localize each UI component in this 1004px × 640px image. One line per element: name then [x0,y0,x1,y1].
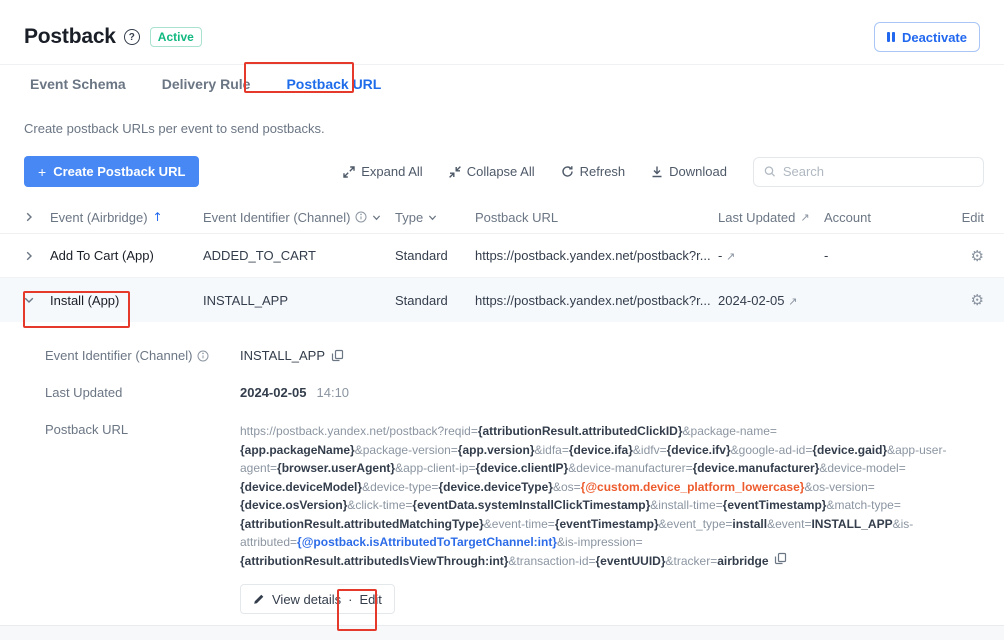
url-segment: &idfv= [632,442,667,457]
external-link-icon[interactable]: ↗ [725,250,736,263]
header-account: Account [824,209,871,225]
detail-url-row [45,422,980,570]
expand-icon [343,166,355,178]
copy-icon[interactable] [331,349,344,362]
expand-all-button[interactable]: Expand All [343,164,422,179]
header-edit: Edit [961,209,984,225]
url-segment: &app-client-ip= [395,461,476,475]
toolbar-right [343,157,984,187]
chevron-down-icon [372,213,381,222]
url-segment: {attributionResult.attributedClickID} [477,424,683,438]
url-segment: {eventData.systemInstallClickTimestamp} [412,498,651,512]
url-segment: &os-version= [804,479,875,494]
url-segment: airbridge [717,553,769,568]
search-input[interactable] [783,164,973,179]
detail-identifier-row [45,348,980,363]
cell-last-updated: 2024-02-05 ↗ [718,292,798,308]
url-line [240,533,980,552]
create-postback-url-button[interactable] [24,156,199,187]
download-icon [651,165,663,178]
deactivate-button[interactable] [874,22,980,52]
url-segment: {device.deviceType} [438,479,553,494]
sort-asc-icon: ↑ [152,210,163,224]
cell-account: - [824,248,829,263]
url-segment: &google-ad-id= [730,442,813,457]
url-segment: {device.ifv} [666,442,731,457]
refresh-icon [561,165,574,178]
cell-url: https://postback.yandex.net/postback?r... [475,292,711,308]
detail-last-updated-row [45,385,980,400]
chevron-right-icon[interactable] [24,212,50,222]
postback-url-text [240,422,980,570]
url-line [240,496,980,515]
detail-actions [45,584,980,614]
search-icon [764,165,776,178]
table-row-install_app[interactable] [0,278,1004,322]
tab-bar [0,65,1004,103]
url-segment: {browser.userAgent} [277,461,396,475]
url-segment: {@custom.device_platform_lowercase} [580,479,805,494]
url-segment: {device.gaid} [812,442,888,457]
chevron-down-icon [428,213,437,222]
url-segment: INSTALL_APP [811,516,893,531]
cell-last-updated: - ↗ [718,248,736,263]
cell-identifier: ADDED_TO_CART [203,248,316,263]
url-segment: {app.version} [457,442,535,457]
table-row-added_to_cart[interactable] [0,234,1004,278]
url-segment: attributed= [240,535,298,549]
url-segment: {@postback.isAttributedToTargetChannel:int} [297,535,557,549]
url-line [240,441,980,460]
url-segment: {app.packageName} [240,442,355,457]
url-segment: install [732,516,768,531]
view-details-edit-button[interactable]: View details · Edit [240,584,395,614]
page-description: Create postback URLs per event to send postbacks. [24,121,325,136]
url-segment: &is- [892,516,914,531]
copy-icon[interactable] [774,552,787,565]
pencil-icon [253,593,265,605]
url-line [240,478,980,497]
url-segment: {attributionResult.attributedMatchingType} [240,516,484,531]
cell-event: Install (App) [50,292,120,308]
url-segment: https://postback.yandex.net/postback?reqid= [240,424,478,438]
url-line [240,422,980,441]
url-line [240,515,980,534]
url-segment: {device.manufacturer} [692,461,820,475]
url-segment: {device.clientIP} [475,461,569,475]
external-link-icon[interactable]: ↗ [788,294,798,308]
detail-last-updated-value: 2024-02-05 14:10 [240,385,350,400]
url-segment: &tracker= [665,553,718,568]
url-segment: &event= [767,516,812,531]
detail-url-label: Postback URL [45,422,129,437]
url-segment: &package-version= [354,442,458,457]
url-segment: &install-time= [650,498,723,512]
collapse-all-button[interactable]: Collapse All [449,164,535,179]
collapse-icon [449,166,461,178]
table-header-row [0,201,1004,234]
url-segment: {eventUUID} [595,553,666,568]
detail-panel [0,322,1004,614]
header-identifier[interactable]: Event Identifier (Channel) [203,210,395,225]
cell-identifier: INSTALL_APP [203,292,289,308]
url-segment: &idfa= [534,442,569,457]
bottom-strip [0,625,1004,640]
url-segment: &package-name= [682,424,777,438]
url-segment: &is-impression= [556,535,643,549]
info-icon[interactable] [197,350,209,362]
header-type[interactable]: Type [395,210,475,225]
tab-delivery-rule[interactable]: Delivery Rule [160,66,253,102]
download-button[interactable]: Download [651,164,727,179]
pause-icon [887,32,895,42]
url-segment: {device.deviceModel} [240,479,363,494]
create-postback-url-label: Create Postback URL [53,164,186,179]
postback-table [0,201,1004,614]
url-segment: &event_type= [658,516,733,531]
url-segment: &match-type= [826,498,901,512]
tab-event-schema[interactable]: Event Schema [28,66,128,102]
detail-identifier-label: Event Identifier (Channel) [45,348,240,363]
url-segment: &device-manufacturer= [568,461,693,475]
info-icon[interactable] [355,211,367,223]
url-segment: agent= [240,461,278,475]
detail-identifier-value: INSTALL_APP [240,348,980,363]
url-segment: &app-user- [887,442,947,457]
tab-postback-url[interactable]: Postback URL [284,66,383,102]
cell-event: Add To Cart (App) [50,248,154,263]
chevron-right-icon[interactable] [24,251,50,261]
page-title: Postback [24,25,116,48]
url-segment: {device.osVersion} [240,498,348,512]
header-event[interactable]: Event (Airbridge) ↑ [50,209,163,225]
url-segment: &transaction-id= [508,553,596,568]
deactivate-label: Deactivate [901,29,967,45]
edit-action-label: Edit [359,591,382,607]
url-segment: &event-time= [483,516,555,531]
external-link-icon: ↗ [800,210,810,224]
url-segment: {eventTimestamp} [554,516,659,531]
url-segment: &device-type= [362,479,439,494]
cell-type: Standard [395,248,448,263]
page-header [0,0,1004,64]
toolbar [0,136,1004,187]
status-badge: Active [150,27,202,47]
search-box [753,157,984,187]
url-segment: {eventTimestamp} [722,498,827,512]
gear-icon[interactable]: ⚙ [944,291,984,309]
cell-type: Standard [395,292,448,308]
url-line [240,552,980,571]
refresh-button[interactable]: Refresh [561,164,626,179]
url-segment: {attributionResult.attributedIsViewThrough:int} [240,553,509,568]
detail-last-updated-label: Last Updated [45,385,123,400]
url-segment: &os= [552,479,581,494]
header-url: Postback URL [475,209,559,225]
url-segment: &device-model= [819,461,906,475]
header-last-updated[interactable]: Last Updated ↗ [718,209,810,225]
url-line [240,459,980,478]
cell-url: https://postback.yandex.net/postback?r... [475,248,711,263]
url-segment: {device.ifa} [568,442,633,457]
url-segment: &click-time= [347,498,413,512]
help-icon[interactable]: ? [124,29,140,45]
gear-icon[interactable]: ⚙ [944,247,984,265]
plus-icon: + [38,163,47,180]
chevron-down-icon[interactable] [24,295,50,305]
table-body [0,234,1004,322]
